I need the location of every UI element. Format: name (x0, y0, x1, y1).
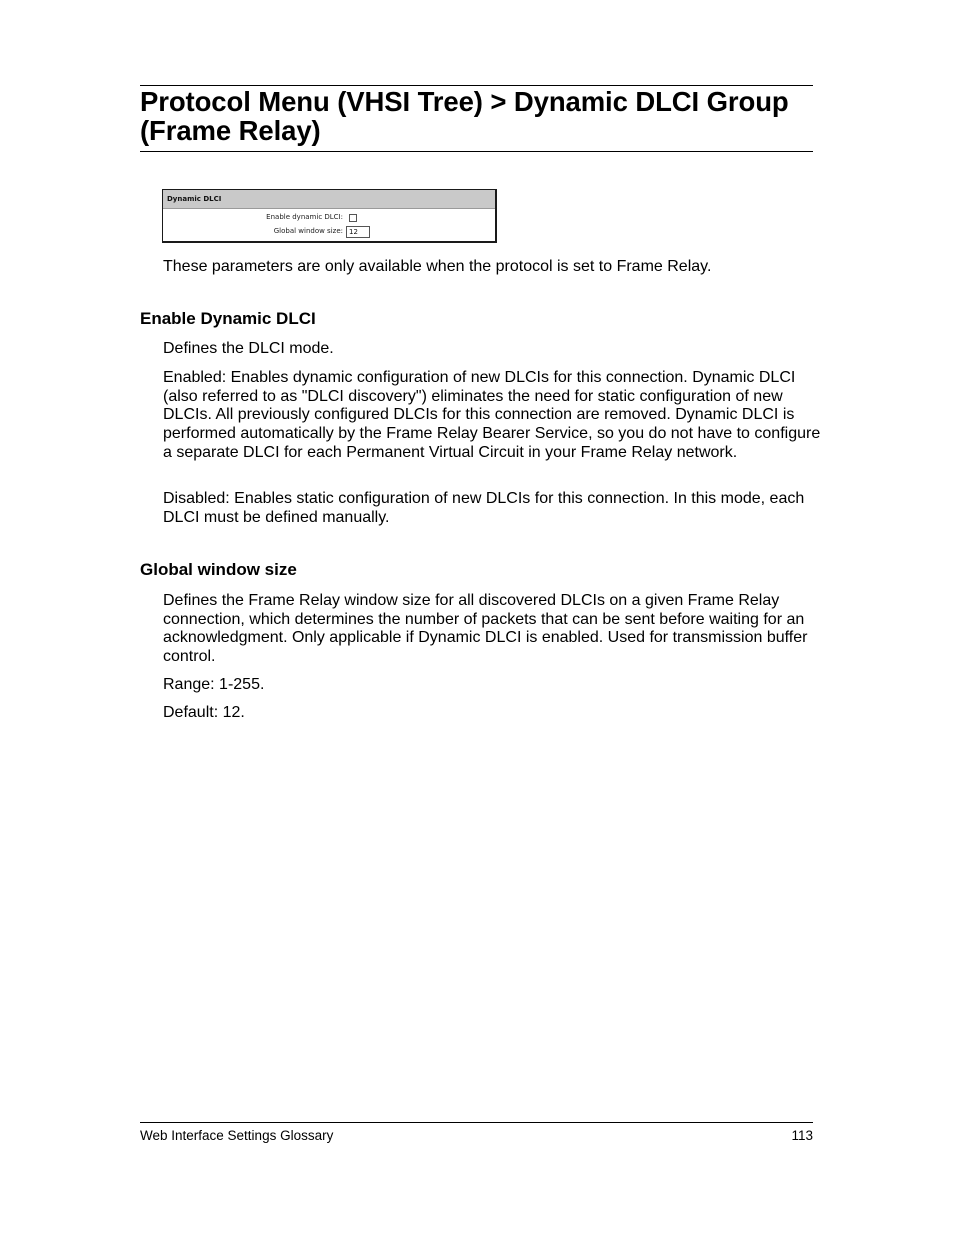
enable-dynamic-dlci-checkbox[interactable] (349, 214, 357, 222)
section1-paragraph-3: Disabled: Enables static configuration of new DLCIs for this connection. In this mode, each DLCI must be defined manually. (163, 490, 805, 526)
title-bottom-rule (140, 151, 813, 152)
panel-header: Dynamic DLCI (163, 190, 495, 209)
section-heading-enable-dynamic-dlci: Enable Dynamic DLCI (140, 309, 316, 328)
section1-paragraph-2: Enabled: Enables dynamic configuration of new DLCIs for this connection. Dynamic DLCI (also referred to as "DLCI discovery") eliminates the need for static configuration of new DLCIs. All previously configured DLCIs for this connection are removed. Dynamic DLCI is performed automatically by the Frame Relay Bearer Service, so you do not have to configure a separate DLCI for each Permanent Virtual Circuit in your Frame Relay network. (163, 369, 821, 461)
footer-rule (140, 1122, 813, 1123)
page-title: Protocol Menu (VHSI Tree) > Dynamic DLCI Group (Frame Relay) (140, 86, 789, 146)
section1-paragraph-1: Defines the DLCI mode. (163, 340, 334, 357)
global-window-size-row (163, 225, 495, 239)
global-window-size-label: Global window size: (273, 227, 343, 235)
intro-paragraph: These parameters are only available when the protocol is set to Frame Relay. (163, 258, 712, 275)
global-window-size-input[interactable]: 12 (346, 226, 370, 238)
dynamic-dlci-panel (162, 189, 497, 243)
enable-dynamic-dlci-label: Enable dynamic DLCI: (266, 213, 343, 221)
section2-paragraph-2: Range: 1-255. (163, 676, 265, 693)
section2-paragraph-3: Default: 12. (163, 704, 245, 721)
section2-paragraph-1: Defines the Frame Relay window size for all discovered DLCIs on a given Frame Relay connection, which determines the number of packets that can be sent before waiting for an acknowledgment. Only applicable if Dynamic DLCI is enabled. Used for transmission buffer control. (163, 592, 808, 666)
section-heading-global-window-size: Global window size (140, 560, 297, 579)
enable-dynamic-dlci-row (163, 211, 495, 225)
footer-document-title: Web Interface Settings Glossary (140, 1128, 334, 1143)
footer-page-number: 113 (791, 1128, 813, 1143)
